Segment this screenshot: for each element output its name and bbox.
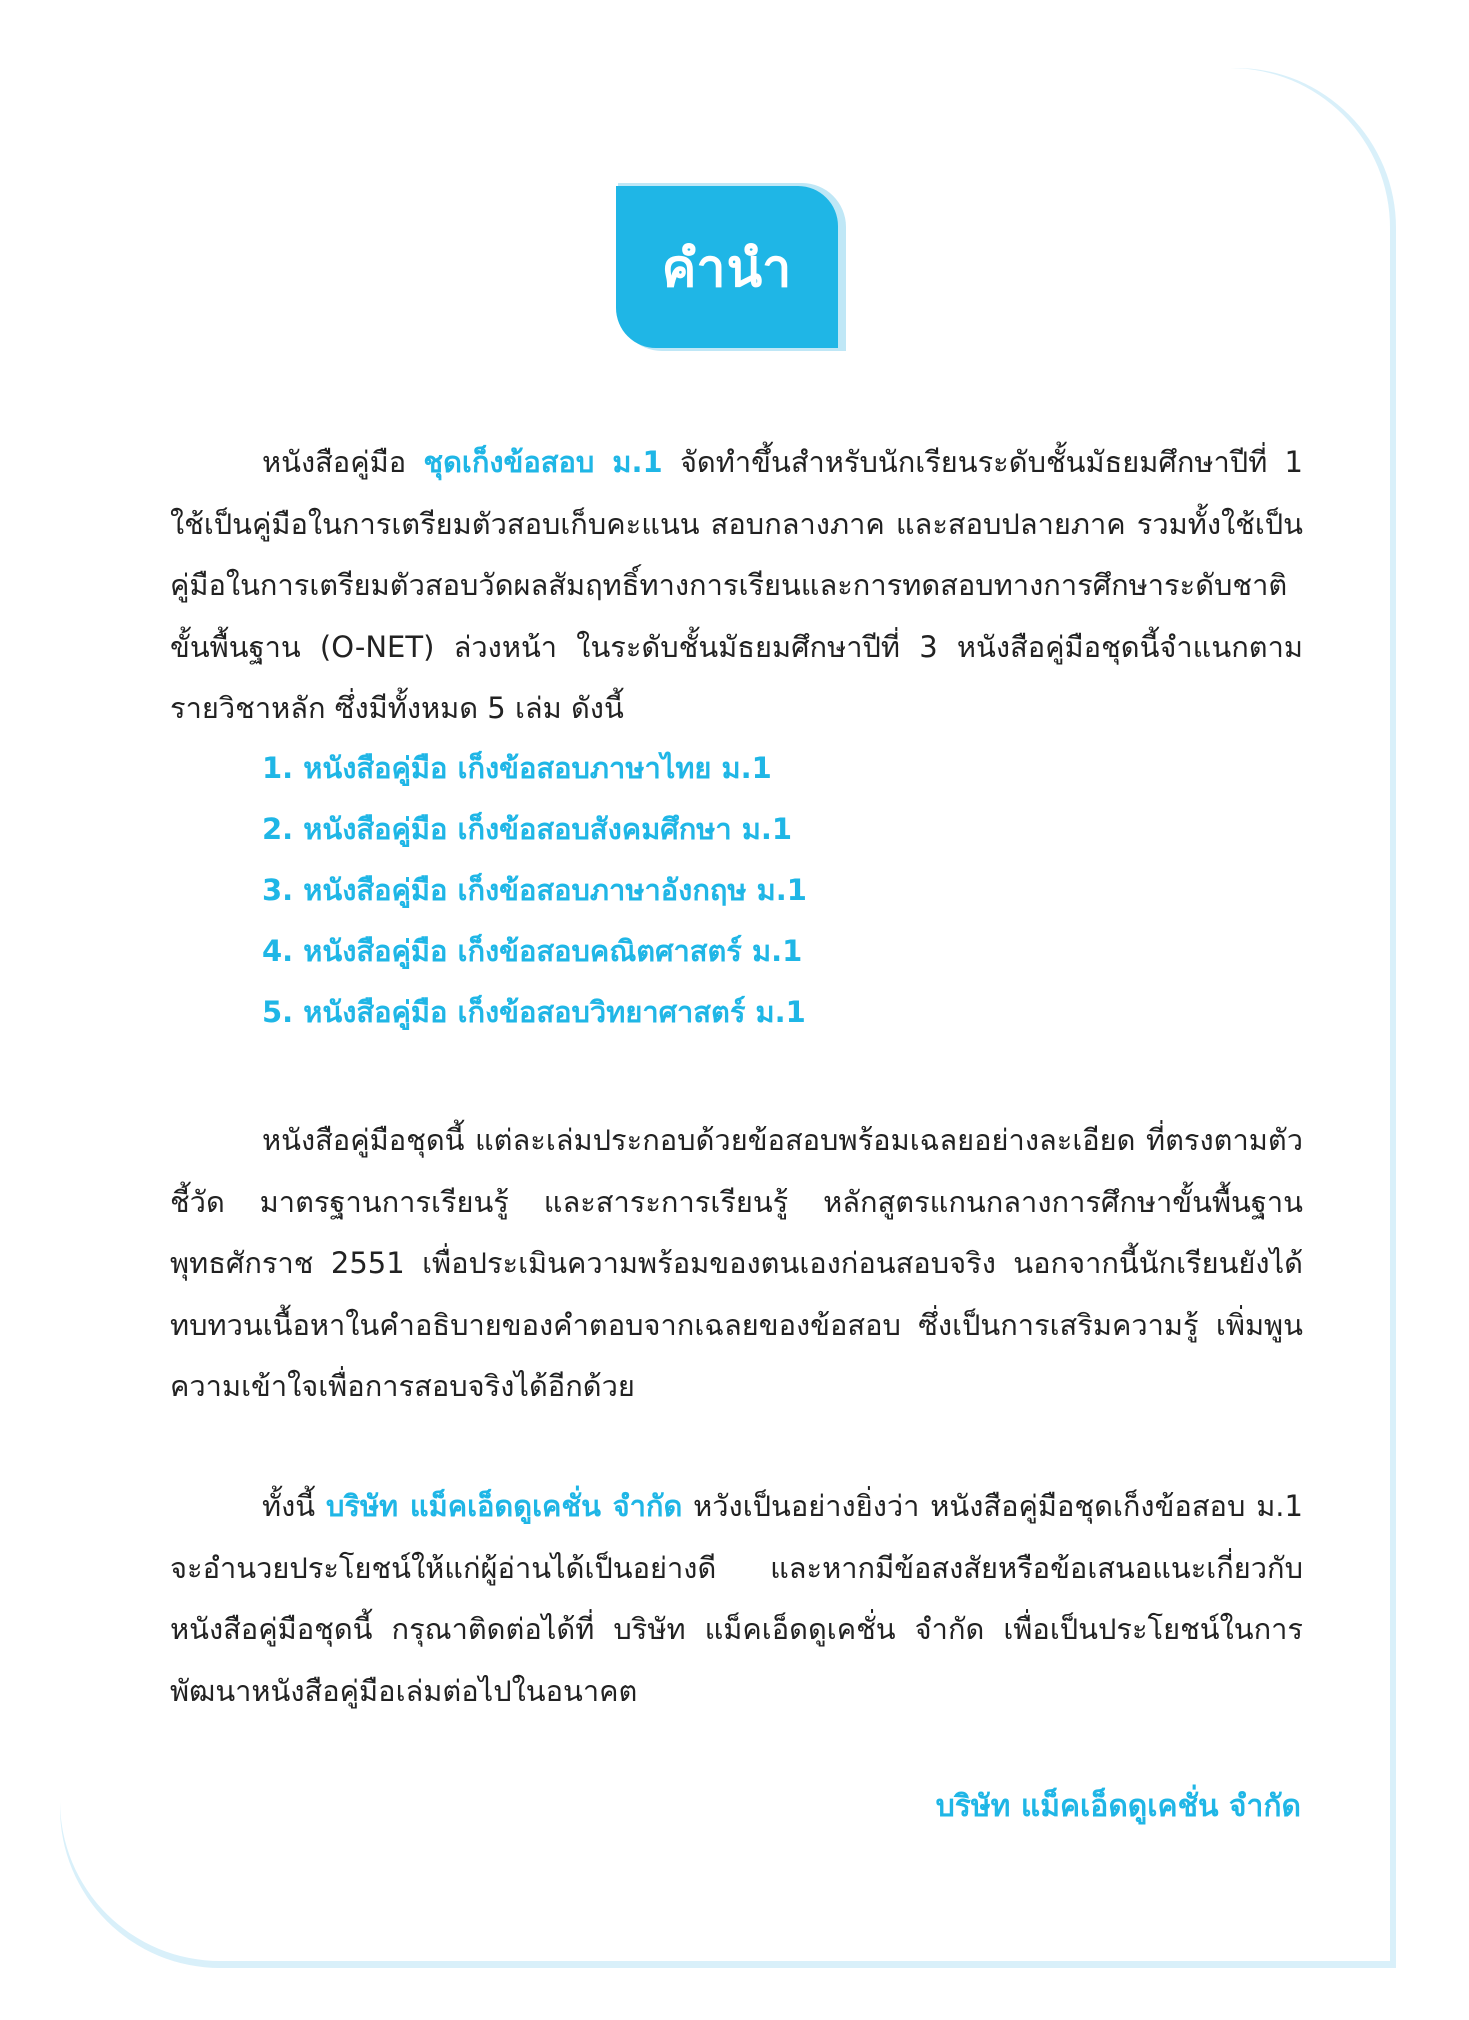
intro-paragraph [170, 432, 1303, 740]
book-list-item: 4. หนังสือคู่มือ เก็งข้อสอบคณิตศาสตร์ ม.1 [262, 934, 803, 968]
closing-paragraph-after: หวังเป็นอย่างยิ่งว่า หนังสือคู่มือชุดเก็งข้อสอบ ม.1 จะอำนวยประโยชน์ให้แก่ผู้อ่านได้เป็นอย่างดี และหากมีข้อสงสัยหรือข้อเสนอแนะเกี่ยวกับหนังสือคู่มือชุดนี้ กรุณาติดต่อได้ที่ บริษัท แม็คเอ็ดดูเคชั่น จำกัด เพื่อเป็นประโยชน์ในการพัฒนาหนังสือคู่มือเล่มต่อไปในอนาคต [170, 1489, 1303, 1708]
company-name-highlight: บริษัท แม็คเอ็ดดูเคชั่น จำกัด [325, 1489, 683, 1523]
page-title: คำนำ [661, 238, 793, 299]
title-badge [616, 186, 838, 348]
closing-paragraph-before: ทั้งนี้ [262, 1489, 326, 1523]
book-list [262, 738, 807, 1043]
intro-paragraph-before: หนังสือคู่มือ [262, 445, 424, 479]
book-list-item: 2. หนังสือคู่มือ เก็งข้อสอบสังคมศึกษา ม.1 [262, 812, 793, 846]
intro-paragraph-after: จัดทำขึ้นสำหรับนักเรียนระดับชั้นมัธยมศึกษาปีที่ 1 ใช้เป็นคู่มือในการเตรียมตัวสอบเก็บคะแนน สอบกลางภาค และสอบปลายภาค รวมทั้งใช้เป็นคู่มือในการเตรียมตัวสอบวัดผลสัมฤทธิ์ทางการเรียนและการทดสอบทางการศึกษาระดับชาติขั้นพื้นฐาน (O-NET) ล่วงหน้า ในระดับชั้นมัธยมศึกษาปีที่ 3 หนังสือคู่มือชุดนี้จำแนกตามรายวิชาหลัก ซึ่งมีทั้งหมด 5 เล่ม ดังนี้ [170, 445, 1303, 725]
series-name-highlight: ชุดเก็งข้อสอบ ม.1 [423, 445, 663, 479]
book-list-item: 3. หนังสือคู่มือ เก็งข้อสอบภาษาอังกฤษ ม.1 [262, 873, 807, 907]
content-paragraph: หนังสือคู่มือชุดนี้ แต่ละเล่มประกอบด้วยข้อสอบพร้อมเฉลยอย่างละเอียด ที่ตรงตามตัวชี้วัด มาตรฐานการเรียนรู้ และสาระการเรียนรู้ หลักสูตรแกนกลางการศึกษาขั้นพื้นฐาน พุทธศักราช 2551 เพื่อประเมินความพร้อมของตนเองก่อนสอบจริง นอกจากนี้นักเรียนยังได้ทบทวนเนื้อหาในคำอธิบายของคำตอบจากเฉลยของข้อสอบ ซึ่งเป็นการเสริมความรู้ เพิ่มพูนความเข้าใจเพื่อการสอบจริงได้อีกด้วย [170, 1123, 1303, 1403]
signature: บริษัท แม็คเอ็ดดูเคชั่น จำกัด [935, 1789, 1301, 1824]
book-list-item: 5. หนังสือคู่มือ เก็งข้อสอบวิทยาศาสตร์ ม.1 [262, 995, 806, 1029]
closing-paragraph [170, 1476, 1303, 1722]
book-list-item: 1. หนังสือคู่มือ เก็งข้อสอบภาษาไทย ม.1 [262, 751, 772, 785]
